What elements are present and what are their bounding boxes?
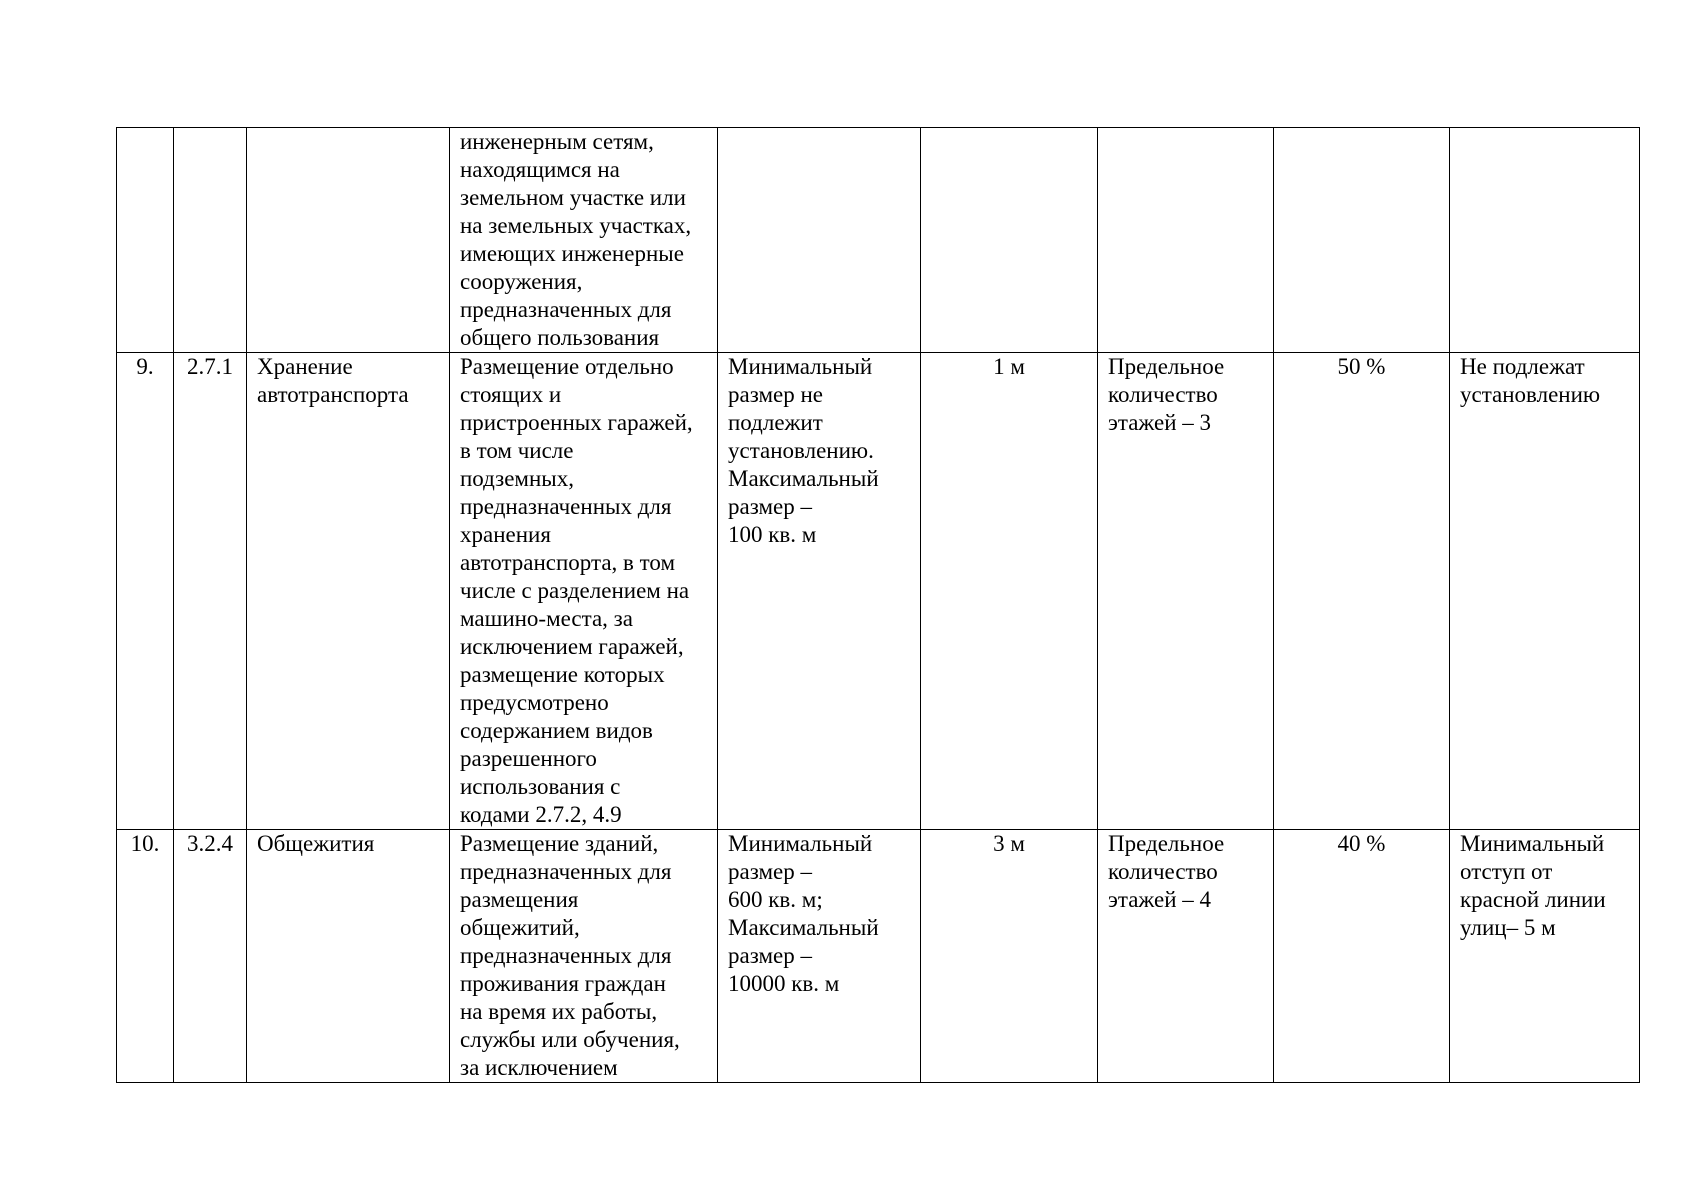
plot-size-cell [718,128,921,353]
floors-cell: Предельное количество этажей – 4 [1098,830,1274,1083]
use-description-cell: инженерным сетям, находящимся на земельном участке или на земельных участках, имеющих инженерные сооружения, предназначенных для общего пользования [450,128,718,353]
setback-cell: 1 м [921,353,1098,830]
use-description-cell: Размещение отдельно стоящих и пристроенных гаражей, в том числе подземных, предназначенных для хранения автотранспорта, в том числе с разделением на машино-места, за исключением гаражей, размещение которых предусмотрено содержанием видов разрешенного использования с кодами 2.7.2, 4.9 [450,353,718,830]
coverage-cell: 40 % [1274,830,1450,1083]
use-description-cell: Размещение зданий, предназначенных для размещения общежитий, предназначенных для проживания граждан на время их работы, службы или обучения, за исключением [450,830,718,1083]
coverage-cell [1274,128,1450,353]
zoning-regulations-table [116,127,1640,1083]
use-code-cell: 3.2.4 [174,830,247,1083]
table-row [117,353,1640,830]
setback-cell: 3 м [921,830,1098,1083]
use-name-cell [247,128,450,353]
table-row [117,128,1640,353]
floors-cell: Предельное количество этажей – 3 [1098,353,1274,830]
use-code-cell [174,128,247,353]
table-row [117,830,1640,1083]
other-params-cell: Минимальный отступ от красной линии улиц– 5 м [1450,830,1640,1083]
row-number-cell [117,128,174,353]
row-number-cell: 9. [117,353,174,830]
setback-cell [921,128,1098,353]
floors-cell [1098,128,1274,353]
plot-size-cell: Минимальный размер не подлежит установлению. Максимальный размер – 100 кв. м [718,353,921,830]
coverage-cell: 50 % [1274,353,1450,830]
use-code-cell: 2.7.1 [174,353,247,830]
plot-size-cell: Минимальный размер – 600 кв. м; Максимальный размер – 10000 кв. м [718,830,921,1083]
other-params-cell: Не подлежат установлению [1450,353,1640,830]
other-params-cell [1450,128,1640,353]
use-name-cell: Хранение автотранспорта [247,353,450,830]
use-name-cell: Общежития [247,830,450,1083]
row-number-cell: 10. [117,830,174,1083]
